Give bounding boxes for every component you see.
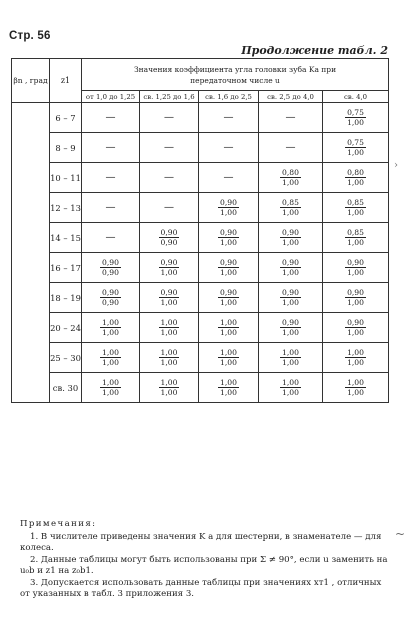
coefficient-cell — [323, 283, 389, 313]
dash-mark: — — [164, 172, 174, 183]
coefficient-fraction — [218, 348, 239, 367]
coefficient-fraction — [100, 378, 121, 397]
dash-mark: — — [164, 142, 174, 153]
denominator-wheel: 1,00 — [282, 388, 299, 397]
denominator-wheel: 1,00 — [282, 268, 299, 277]
numerator-pinion: 0,85 — [347, 198, 364, 207]
table-row — [12, 163, 389, 193]
ratio-column-header: от 1,0 до 1,25 — [82, 91, 140, 103]
coefficient-header-line1: Значения коэффициента угла головки зуба Ka при — [133, 64, 337, 74]
coefficient-cell — [259, 373, 323, 403]
empty-value-cell — [140, 133, 199, 163]
numerator-pinion: 0,90 — [102, 288, 119, 297]
numerator-pinion: 1,00 — [282, 348, 299, 357]
table-row — [12, 193, 389, 223]
coefficient-fraction — [100, 348, 121, 367]
numerator-pinion: 1,00 — [220, 348, 237, 357]
numerator-pinion: 1,00 — [160, 318, 178, 327]
coefficient-cell — [259, 163, 323, 193]
coefficient-cell — [140, 313, 199, 343]
coefficient-fraction — [345, 138, 366, 157]
coefficient-fraction — [218, 378, 239, 397]
denominator-wheel: 1,00 — [220, 238, 237, 247]
dash-mark: — — [164, 112, 174, 123]
coefficient-cell — [199, 343, 259, 373]
denominator-wheel: 1,00 — [347, 358, 364, 367]
coefficient-fraction — [280, 378, 301, 397]
table-row — [12, 283, 389, 313]
z-range-cell: 6 – 7 — [50, 103, 82, 133]
coefficient-cell — [259, 253, 323, 283]
numerator-pinion: 1,00 — [102, 348, 119, 357]
denominator-wheel: 1,00 — [160, 328, 178, 337]
denominator-wheel: 1,00 — [220, 298, 237, 307]
coefficient-fraction — [218, 318, 239, 337]
denominator-wheel: 1,00 — [102, 358, 119, 367]
empty-value-cell — [82, 163, 140, 193]
dash-mark: — — [164, 202, 174, 213]
coefficient-cell — [323, 343, 389, 373]
coefficient-cell — [199, 313, 259, 343]
coefficient-cell — [323, 163, 389, 193]
denominator-wheel: 1,00 — [282, 238, 299, 247]
denominator-wheel: 1,00 — [282, 328, 299, 337]
beta-header: βn , град — [12, 59, 50, 103]
coefficient-fraction — [280, 258, 301, 277]
coefficient-cell — [199, 193, 259, 223]
coefficient-cell — [259, 223, 323, 253]
z-range-cell: св. 30 — [50, 373, 82, 403]
coefficient-fraction — [159, 318, 180, 337]
denominator-wheel: 1,00 — [282, 298, 299, 307]
z-header: z1 — [50, 59, 82, 103]
ratio-column-header: св. 4,0 — [323, 91, 389, 103]
denominator-wheel: 1,00 — [102, 388, 119, 397]
numerator-pinion: 0,75 — [347, 138, 364, 147]
coefficient-fraction — [280, 228, 301, 247]
dash-mark: — — [105, 142, 116, 153]
coefficient-fraction — [159, 288, 180, 307]
empty-value-cell — [140, 103, 199, 133]
dash-mark: — — [285, 142, 296, 153]
ratio-column-header: св. 1,25 до 1,6 — [140, 91, 199, 103]
denominator-wheel: 1,00 — [347, 178, 364, 187]
coefficient-fraction — [345, 198, 366, 217]
coefficient-table — [11, 58, 389, 403]
denominator-wheel: 1,00 — [102, 328, 119, 337]
numerator-pinion: 0,75 — [347, 108, 364, 117]
notes-section — [20, 519, 392, 601]
z-range-cell: 25 – 30 — [50, 343, 82, 373]
coefficient-fraction — [280, 198, 301, 217]
margin-mark: › — [394, 160, 398, 171]
coefficient-header — [82, 59, 389, 91]
empty-value-cell — [259, 133, 323, 163]
denominator-wheel: 1,00 — [347, 268, 364, 277]
numerator-pinion: 0,90 — [220, 198, 237, 207]
denominator-wheel: 1,00 — [160, 358, 178, 367]
coefficient-cell — [140, 373, 199, 403]
coefficient-fraction — [345, 258, 366, 277]
coefficient-fraction — [159, 228, 180, 247]
coefficient-cell — [140, 283, 199, 313]
coefficient-cell — [82, 313, 140, 343]
dash-mark: — — [105, 112, 116, 123]
beta-range-cell — [12, 103, 50, 403]
ratio-column-header: св. 1,6 до 2,5 — [199, 91, 259, 103]
numerator-pinion: 1,00 — [282, 378, 299, 387]
coefficient-fraction — [345, 228, 366, 247]
coefficient-fraction — [218, 228, 239, 247]
dash-mark: — — [105, 172, 116, 183]
denominator-wheel: 1,00 — [220, 268, 237, 277]
coefficient-cell — [199, 283, 259, 313]
numerator-pinion: 0,90 — [347, 288, 364, 297]
numerator-pinion: 1,00 — [102, 318, 119, 327]
table-row — [12, 103, 389, 133]
coefficient-fraction — [345, 378, 366, 397]
z-range-cell: 16 – 17 — [50, 253, 82, 283]
numerator-pinion: 1,00 — [160, 348, 178, 357]
numerator-pinion: 1,00 — [102, 378, 119, 387]
table-continuation-title: Продолжение табл. 2 — [241, 44, 388, 57]
z-range-cell: 10 – 11 — [50, 163, 82, 193]
numerator-pinion: 0,90 — [160, 288, 178, 297]
coefficient-cell — [323, 313, 389, 343]
coefficient-header-line2: передаточном числе u — [190, 75, 280, 85]
empty-value-cell — [199, 103, 259, 133]
denominator-wheel: 1,00 — [220, 328, 237, 337]
coefficient-fraction — [218, 198, 239, 217]
empty-value-cell — [259, 103, 323, 133]
table-row — [12, 313, 389, 343]
coefficient-fraction — [159, 378, 180, 397]
notes-title: Примечания: — [20, 519, 97, 529]
coefficient-cell — [199, 223, 259, 253]
denominator-wheel: 1,00 — [347, 298, 364, 307]
table-row — [12, 223, 389, 253]
note-3: 3. Допускается использовать данные таблицы при значениях xт1 , отличных от указанных в табл. 3 приложения 3. — [20, 577, 382, 599]
coefficient-fraction — [345, 348, 366, 367]
coefficient-fraction — [280, 318, 301, 337]
numerator-pinion: 0,85 — [347, 228, 364, 237]
coefficient-fraction — [345, 318, 366, 337]
empty-value-cell — [82, 193, 140, 223]
denominator-wheel: 1,00 — [282, 208, 299, 217]
table-row — [12, 343, 389, 373]
coefficient-cell — [259, 313, 323, 343]
coefficient-fraction — [218, 258, 239, 277]
z-range-cell: 20 – 24 — [50, 313, 82, 343]
coefficient-cell — [259, 283, 323, 313]
coefficient-fraction — [280, 348, 301, 367]
page-number: Стр. 56 — [9, 30, 51, 42]
empty-value-cell — [199, 163, 259, 193]
coefficient-cell — [259, 343, 323, 373]
denominator-wheel: 0,90 — [160, 238, 178, 247]
denominator-wheel: 0,90 — [102, 298, 119, 307]
coefficient-fraction — [100, 318, 121, 337]
margin-mark-tilde: ~ — [394, 527, 405, 541]
coefficient-fraction — [345, 288, 366, 307]
denominator-wheel: 1,00 — [282, 178, 299, 187]
table-row — [12, 253, 389, 283]
coefficient-cell — [140, 223, 199, 253]
numerator-pinion: 0,80 — [282, 168, 299, 177]
denominator-wheel: 1,00 — [347, 238, 364, 247]
coefficient-cell — [323, 133, 389, 163]
empty-value-cell — [82, 133, 140, 163]
z-range-cell: 12 – 13 — [50, 193, 82, 223]
numerator-pinion: 0,90 — [282, 228, 299, 237]
numerator-pinion: 1,00 — [160, 378, 178, 387]
empty-value-cell — [140, 163, 199, 193]
denominator-wheel: 1,00 — [282, 358, 299, 367]
empty-value-cell — [199, 133, 259, 163]
numerator-pinion: 0,90 — [282, 258, 299, 267]
coefficient-fraction — [159, 348, 180, 367]
coefficient-cell — [82, 253, 140, 283]
empty-value-cell — [140, 193, 199, 223]
z-range-cell: 14 – 15 — [50, 223, 82, 253]
numerator-pinion: 0,80 — [347, 168, 364, 177]
coefficient-fraction — [280, 168, 301, 187]
z-range-cell: 18 – 19 — [50, 283, 82, 313]
coefficient-fraction — [159, 258, 180, 277]
numerator-pinion: 0,85 — [282, 198, 299, 207]
dash-mark: — — [105, 202, 116, 213]
coefficient-fraction — [100, 288, 121, 307]
coefficient-cell — [323, 103, 389, 133]
denominator-wheel: 1,00 — [347, 118, 364, 127]
coefficient-cell — [82, 283, 140, 313]
dash-mark: — — [223, 142, 234, 153]
numerator-pinion: 0,90 — [160, 258, 178, 267]
coefficient-cell — [82, 373, 140, 403]
coefficient-cell — [82, 343, 140, 373]
coefficient-fraction — [100, 258, 121, 277]
coefficient-cell — [323, 223, 389, 253]
numerator-pinion: 1,00 — [347, 378, 364, 387]
z-range-cell: 8 – 9 — [50, 133, 82, 163]
numerator-pinion: 0,90 — [220, 228, 237, 237]
numerator-pinion: 0,90 — [220, 288, 237, 297]
note-2: 2. Данные таблицы могут быть использованы при Σ ≠ 90°, если u заменить на u₀b и z1 на z₀b1. — [20, 554, 388, 576]
numerator-pinion: 0,90 — [347, 318, 364, 327]
denominator-wheel: 1,00 — [347, 388, 364, 397]
coefficient-fraction — [218, 288, 239, 307]
numerator-pinion: 1,00 — [220, 378, 237, 387]
table-row — [12, 373, 389, 403]
empty-value-cell — [82, 103, 140, 133]
denominator-wheel: 1,00 — [160, 268, 178, 277]
numerator-pinion: 1,00 — [220, 318, 237, 327]
denominator-wheel: 1,00 — [160, 388, 178, 397]
coefficient-cell — [259, 193, 323, 223]
coefficient-fraction — [345, 168, 366, 187]
numerator-pinion: 1,00 — [347, 348, 364, 357]
dash-mark: — — [285, 112, 296, 123]
dash-mark: — — [105, 232, 116, 243]
coefficient-cell — [199, 373, 259, 403]
coefficient-cell — [323, 373, 389, 403]
ratio-column-header: св. 2,5 до 4,0 — [259, 91, 323, 103]
empty-value-cell — [82, 223, 140, 253]
coefficient-cell — [140, 343, 199, 373]
coefficient-cell — [140, 253, 199, 283]
coefficient-fraction — [280, 288, 301, 307]
dash-mark: — — [223, 172, 234, 183]
numerator-pinion: 0,90 — [282, 288, 299, 297]
denominator-wheel: 1,00 — [347, 328, 364, 337]
denominator-wheel: 1,00 — [220, 388, 237, 397]
denominator-wheel: 1,00 — [347, 148, 364, 157]
dash-mark: — — [223, 112, 234, 123]
numerator-pinion: 0,90 — [347, 258, 364, 267]
denominator-wheel: 1,00 — [347, 208, 364, 217]
table-row — [12, 133, 389, 163]
denominator-wheel: 1,00 — [160, 298, 178, 307]
numerator-pinion: 0,90 — [102, 258, 119, 267]
denominator-wheel: 1,00 — [220, 208, 237, 217]
coefficient-cell — [323, 193, 389, 223]
note-1: 1. В числителе приведены значения K a для шестерни, в знаменателе — для колеса. — [20, 531, 382, 553]
numerator-pinion: 0,90 — [160, 228, 178, 237]
coefficient-cell — [199, 253, 259, 283]
coefficient-fraction — [345, 108, 366, 127]
numerator-pinion: 0,90 — [282, 318, 299, 327]
denominator-wheel: 0,90 — [102, 268, 119, 277]
numerator-pinion: 0,90 — [220, 258, 237, 267]
denominator-wheel: 1,00 — [220, 358, 237, 367]
coefficient-cell — [323, 253, 389, 283]
